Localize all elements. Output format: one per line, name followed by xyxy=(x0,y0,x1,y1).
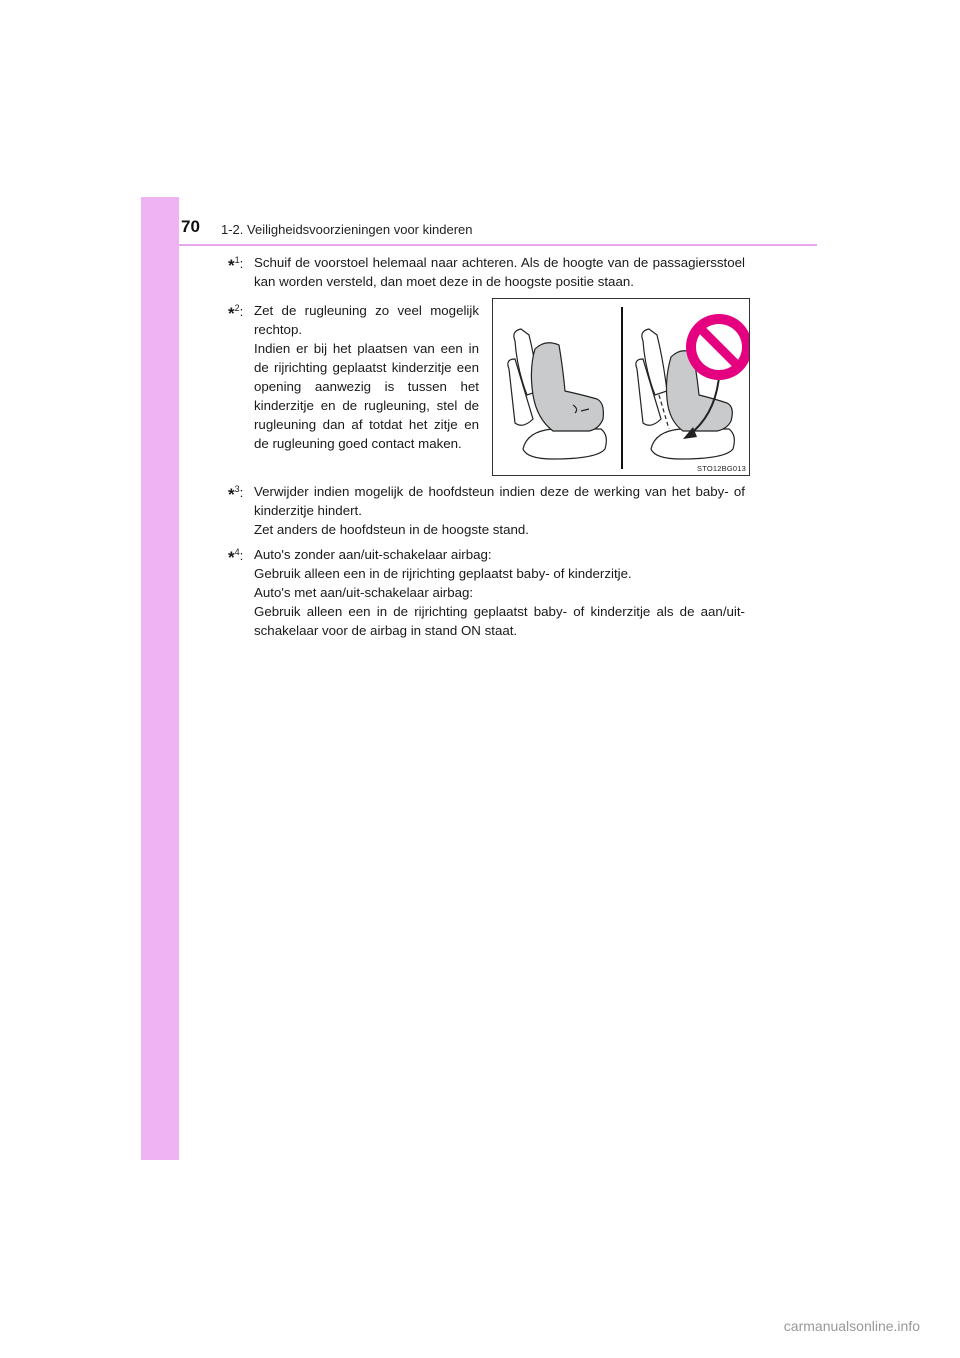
header-rule xyxy=(179,244,817,246)
note-text: Indien er bij het plaatsen van een in de rijrichting geplaatst kinderzitje een opening aanwezig is tussen het kinderzitje en de rugleuning, stel de rugleuning dan af totdat het zitje en de rugleuning goed contact maken. xyxy=(254,341,479,451)
note-text: Zet de rugleuning zo veel mogelijk rechtop. xyxy=(254,303,479,337)
note-4 xyxy=(228,545,745,640)
prohibited-icon xyxy=(686,314,749,380)
note-2 xyxy=(228,301,479,453)
note-1 xyxy=(228,253,745,291)
note-marker: *$^2$: xyxy=(228,303,244,323)
chapter-sidebar xyxy=(141,197,179,1160)
child-seat-illustration xyxy=(493,299,749,475)
note-text: Auto's zonder aan/uit-schakelaar airbag: xyxy=(254,547,492,562)
section-title: 1-2. Veiligheidsvoorzieningen voor kinderen xyxy=(221,222,473,237)
note-text: Zet anders de hoofdsteun in de hoogste stand. xyxy=(254,522,530,537)
note-text: Schuif de voorstoel helemaal naar achteren. Als de hoogte van de passagiersstoel kan worden versteld, dan moet deze in de hoogste positie staan. xyxy=(254,255,745,289)
figure-code: STO12BG013 xyxy=(697,464,746,473)
child-seat-figure xyxy=(492,298,750,476)
note-text: Auto's met aan/uit-schakelaar airbag: xyxy=(254,585,474,600)
note-marker: *$^1$: xyxy=(228,255,244,275)
note-text: Verwijder indien mogelijk de hoofdsteun indien deze de werking van het baby- of kinderzitje hindert. xyxy=(254,484,745,518)
footer-watermark: carmanualsonline.info xyxy=(783,1318,920,1334)
page-header xyxy=(141,197,817,245)
page-number: 70 xyxy=(181,217,200,236)
note-3 xyxy=(228,482,745,539)
seat-with-child-seat-correct-icon xyxy=(508,329,606,459)
note-marker: *$^3$: xyxy=(228,484,244,504)
note-marker: *$^4$: xyxy=(228,547,244,567)
note-text: Gebruik alleen een in de rijrichting geplaatst baby- of kinderzitje. xyxy=(254,566,632,581)
note-text: Gebruik alleen een in de rijrichting geplaatst baby- of kinderzitje als de aan/uit-schakelaar voor de airbag in stand ON staat. xyxy=(254,604,745,638)
